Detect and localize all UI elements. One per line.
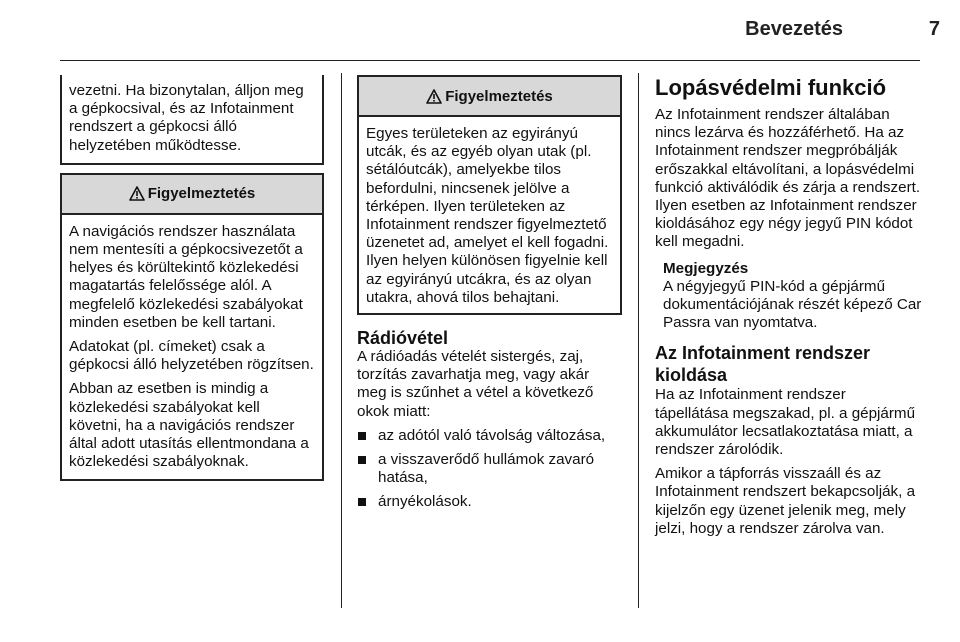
radio-heading: Rádióvétel — [357, 328, 449, 349]
square-bullet-icon — [358, 456, 366, 464]
radio-bullet-list — [357, 427, 622, 512]
list-item — [357, 427, 622, 445]
warning-title: Figyelmeztetés — [445, 87, 553, 105]
warning-box-oneway — [357, 75, 622, 315]
note-title: Megjegyzés — [663, 259, 749, 277]
page-number: 7 — [928, 18, 940, 40]
column-3 — [655, 76, 923, 538]
warning-header — [359, 77, 620, 117]
column-divider-2 — [638, 73, 639, 608]
warning-header — [62, 175, 322, 215]
unlock-heading: Az Infotainment rendszer kioldása — [655, 343, 871, 386]
warning-triangle-icon — [129, 186, 145, 201]
warning-box-navigation — [60, 173, 324, 482]
antitheft-text: Az Infotainment rendszer általában nincs lezárva és hozzáférhető. Ha az Infotainment rendszer megpróbálják erőszakkal eltávolítani, a lopásvédelmi funkció aktiválódik és zárja a rendszert. Ilyen esetben az Infotainment rendszer kioldásához egy négy jegyű PIN kódot kell megadni. — [655, 106, 921, 251]
list-item — [357, 493, 622, 511]
radio-section — [357, 329, 622, 512]
warning-paragraph: A navigációs rendszer használata nem mentesíti a gépkocsivezetőt a helyes és körültekintő közlekedési magatartás felelőssége alól. A megfelelő közlekedési szabályokat minden esetben be kell tartani. — [69, 222, 303, 331]
warning-paragraph: Adatokat (pl. címeket) csak a gépkocsi álló helyzetében rögzítsen. — [69, 338, 314, 374]
warning-triangle-icon — [426, 89, 442, 104]
warning-title: Figyelmeztetés — [147, 185, 256, 203]
column-2 — [357, 75, 622, 518]
intro-text: vezetni. Ha bizonytalan, álljon meg a gépkocsival, és az Infotainment rendszert a gépkocsi álló helyzetében működtesse. — [69, 82, 304, 154]
warning-body — [359, 117, 620, 313]
list-item-text: árnyékolások. — [378, 493, 472, 511]
note-text: A négyjegyű PIN-kód a gépjármű dokumentációjának részét képező Car Passra van nyomtatva. — [663, 277, 922, 332]
list-item-text: a visszaverődő hullámok zavaró hatása, — [378, 451, 595, 487]
antitheft-heading: Lopásvédelmi funkció — [655, 75, 887, 100]
note — [663, 260, 923, 333]
list-item-text: az adótól való távolság változása, — [378, 426, 606, 444]
square-bullet-icon — [358, 498, 366, 506]
warning-body — [62, 215, 322, 480]
header-title: Bevezetés — [745, 18, 843, 40]
page-header — [0, 0, 960, 62]
radio-text: A rádióadás vételét sistergés, zaj, torzítás zavarhatja meg, vagy akár meg is szűnhet a vétel a következő okok miatt: — [357, 348, 594, 420]
column-1 — [60, 75, 324, 481]
list-item — [357, 451, 622, 487]
header-rule — [60, 60, 920, 61]
warning-text: Egyes területeken az egyirányú utcák, és az egyéb olyan utak (pl. sétálóutcák), amelyekbe tilos befordulni, nincsenek jelölve a térképen. Ilyen területeken az Infotainment rendszer figyelmeztető üzenetet ad, amelyet el kell fogadni. Ilyen helyen különösen figyelnie kell az egyirányú utcákra, és az olyan utakra, ahová tilos behajtani. — [366, 125, 609, 306]
warning-paragraph: Abban az esetben is mindig a közlekedési szabályokat kell követni, ha a navigációs rendszer által adott utasítás ellentmondana a közlekedési szabályoknak. — [69, 380, 309, 471]
unlock-paragraph: Amikor a tápforrás visszaáll és az Infotainment rendszert bekapcsolják, a kijelzőn egy üzenet jelenik meg, mely jelzi, hogy a rendszer zárolva van. — [655, 465, 916, 537]
square-bullet-icon — [358, 432, 366, 440]
column-divider-1 — [341, 73, 342, 608]
intro-box — [60, 75, 324, 165]
unlock-paragraph: Ha az Infotainment rendszer tápellátása megszakad, pl. a gépjármű akkumulátor lecsatlakoztatása miatt, a rendszer zárolódik. — [655, 386, 916, 459]
